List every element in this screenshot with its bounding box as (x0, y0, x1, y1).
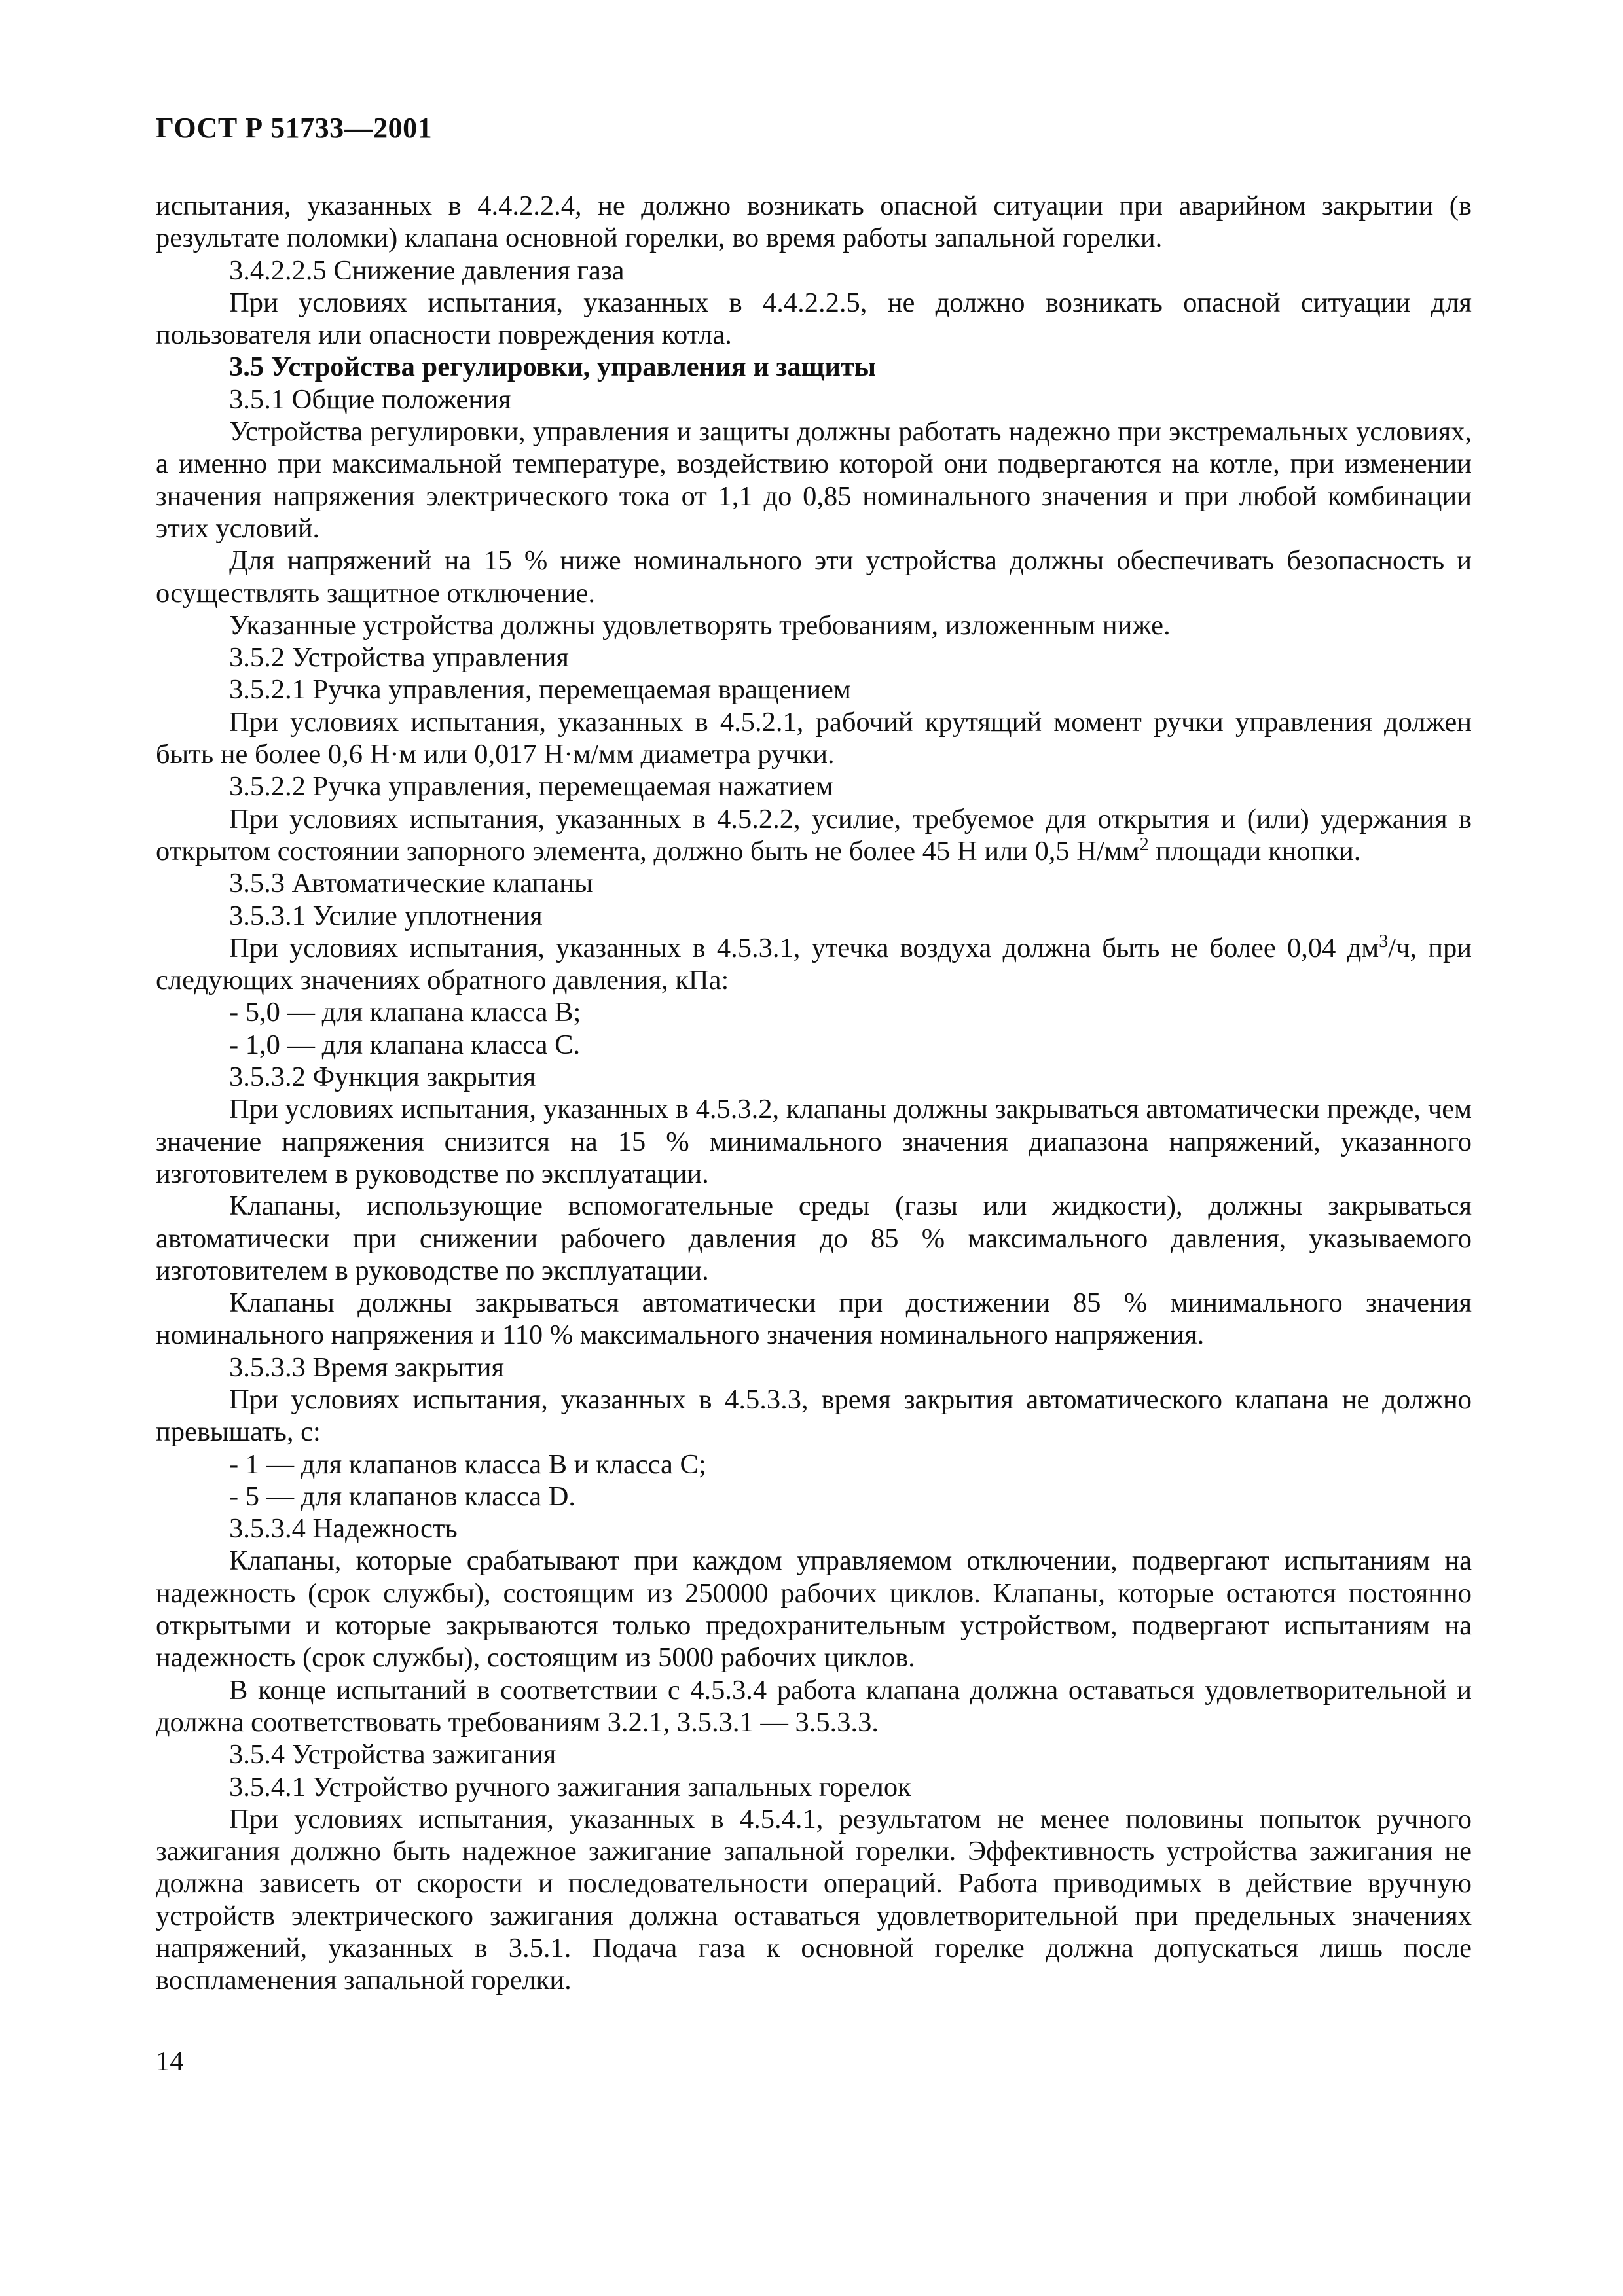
paragraph: При условиях испытания, указанных в 4.4.2.2.5, не должно возникать опасной ситуации для пользователя или опасности повреждения котла. (156, 287, 1472, 351)
paragraph-text: При условиях испытания, указанных в 4.5.2.2, усилие, требуемое для открытия и (или) удержания в открытом состоянии запорного элемента, должно быть не более 45 Н или 0,5 Н/мм (156, 803, 1472, 867)
paragraph: При условиях испытания, указанных в 4.5.3.3, время закрытия автоматического клапана не должно превышать, с: (156, 1384, 1472, 1448)
paragraph-text: При условиях испытания, указанных в 4.5.3.1, утечка воздуха должна быть не более 0,04 дм (229, 932, 1379, 963)
clause-heading: 3.5.2.2 Ручка управления, перемещаемая нажатием (229, 771, 833, 802)
document-header: ГОСТ Р 51733—2001 (156, 112, 433, 144)
paragraph-text: /ч, при следующих значениях обратного давления, кПа: (156, 932, 1472, 996)
paragraph: В конце испытаний в соответствии с 4.5.3.4 работа клапана должна оставаться удовлетворительной и должна соответствовать требованиям 3.2.1, 3.5.3.1 — 3.5.3.3. (156, 1674, 1472, 1738)
clause-heading: 3.5.3.4 Надежность (229, 1513, 458, 1545)
paragraph: При условиях испытания, указанных в 4.5.4.1, результатом не менее половины попыток ручного зажигания должно быть надежное зажигание запальной горелки. Эффективность устройства зажигания не должна зависеть от скорости и последовательности операций. Работа приводимых в действие вручную устройств электрического зажигания должна оставаться удовлетворительной при предельных значениях напряжений, указанных в 3.5.1. Подача газа к основной горелке должна допускаться лишь после воспламенения запальной горелки. (156, 1803, 1472, 1996)
clause-heading: 3.5.4.1 Устройство ручного зажигания запальных горелок (229, 1771, 911, 1803)
paragraph: Устройства регулировки, управления и защиты должны работать надежно при экстремальных условиях, а именно при максимальной температуре, воздействию которой они подвергаются на котле, при изменении значения напряжения электрического тока от 1,1 до 0,85 номинального значения и при любой комбинации этих условий. (156, 416, 1472, 544)
paragraph: Указанные устройства должны удовлетворять требованиям, изложенным ниже. (229, 609, 1171, 641)
clause-heading: 3.4.2.2.5 Снижение давления газа (229, 255, 625, 286)
clause-heading: 3.5.3 Автоматические клапаны (229, 868, 593, 899)
clause-heading: 3.5.4 Устройства зажигания (229, 1739, 556, 1770)
superscript: 2 (1139, 834, 1149, 855)
paragraph: испытания, указанных в 4.4.2.2.4, не должно возникать опасной ситуации при аварийном закрытии (в результате поломки) клапана основной горелки, во время работы запальной горелки. (156, 190, 1472, 254)
paragraph: Для напряжений на 15 % ниже номинального эти устройства должны обеспечивать безопасность и осуществлять защитное отключение. (156, 545, 1472, 609)
clause-heading: 3.5.3.2 Функция закрытия (229, 1062, 536, 1093)
paragraph: Клапаны должны закрываться автоматически при достижении 85 % минимального значения номинального напряжения и 110 % максимального значения номинального напряжения. (156, 1287, 1472, 1351)
document-body (156, 190, 1472, 1997)
clause-heading: 3.5.2.1 Ручка управления, перемещаемая вращением (229, 674, 851, 706)
paragraph-text: площади кнопки. (1148, 835, 1361, 867)
list-item: - 5,0 — для клапана класса В; (229, 997, 581, 1028)
paragraph: При условиях испытания, указанных в 4.5.2.1, рабочий крутящий момент ручки управления должен быть не более 0,6 Н·м или 0,017 Н·м/мм диаметра ручки. (156, 706, 1472, 770)
section-heading: 3.5 Устройства регулировки, управления и защиты (229, 351, 877, 383)
paragraph: Клапаны, которые срабатывают при каждом управляемом отключении, подвергают испытаниям на надежность (срок службы), состоящим из 250000 рабочих циклов. Клапаны, которые остаются постоянно открытыми и которые закрываются только предохранительным устройством, подвергают испытаниям на надежность (срок службы), состоящим из 5000 рабочих циклов. (156, 1545, 1472, 1674)
page-number: 14 (156, 2046, 184, 2077)
paragraph: Клапаны, использующие вспомогательные среды (газы или жидкости), должны закрываться автоматически при снижении рабочего давления до 85 % максимального давления, указываемого изготовителем в руководстве по эксплуатации. (156, 1191, 1472, 1286)
clause-heading: 3.5.3.1 Усилие уплотнения (229, 900, 543, 931)
paragraph: При условиях испытания, указанных в 4.5.3.2, клапаны должны закрываться автоматически прежде, чем значение напряжения снизится на 15 % минимального значения диапазона напряжений, указанного изготовителем в руководстве по эксплуатации. (156, 1094, 1472, 1189)
list-item: - 1,0 — для клапана класса С. (229, 1029, 581, 1060)
clause-heading: 3.5.1 Общие положения (229, 384, 511, 415)
paragraph (156, 932, 1472, 997)
clause-heading: 3.5.2 Устройства управления (229, 642, 569, 673)
paragraph (156, 803, 1472, 868)
clause-heading: 3.5.3.3 Время закрытия (229, 1352, 504, 1383)
list-item: - 5 — для клапанов класса D. (229, 1480, 576, 1512)
superscript: 3 (1379, 931, 1389, 952)
list-item: - 1 — для клапанов класса В и класса С; (229, 1448, 706, 1480)
